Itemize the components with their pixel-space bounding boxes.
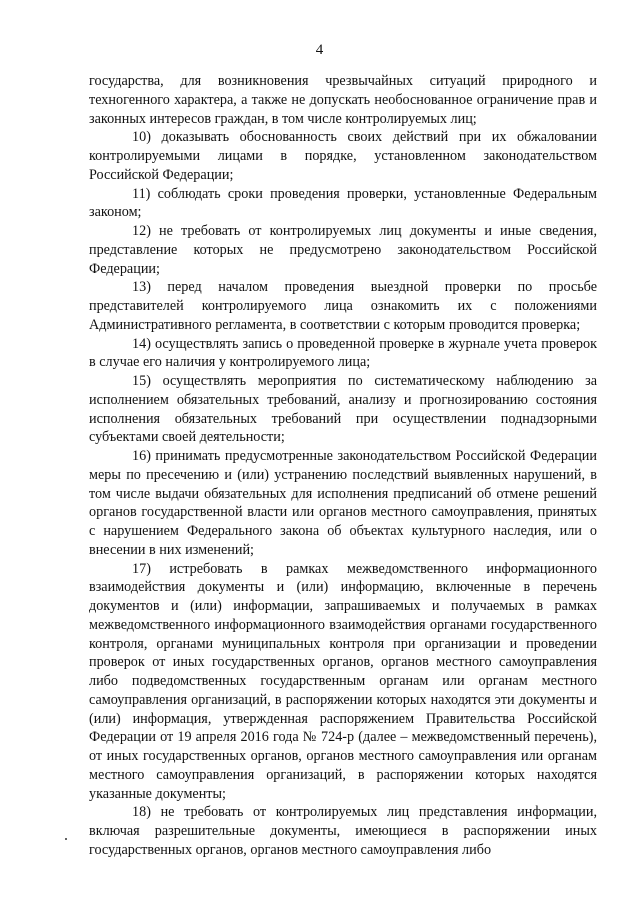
document-body xyxy=(89,72,597,860)
paragraph-item-17: 17) истребовать в рамках межведомственного информационного взаимодействия документы и (или) информацию, включенные в перечень документов и (или) информации, запрашиваемых и получаемых в рамках межведомственного информационного взаимодействия органами государственного контроля, органами муниципальных контроля при организации и проведении проверок от иных государственных органов, органов местного самоуправления либо подведомственных государственным органам или органам местного самоуправления организаций, в распоряжении которых находятся эти документы и (или) информация, утвержденная распоряжением Правительства Российской Федерации от 19 апреля 2016 года № 724-р (далее – межведомственный перечень), от иных государственных органов, органов местного самоуправления или органам местного самоуправления организаций, в распоряжении которых находятся указанные документы; xyxy=(89,560,597,802)
scan-dot-mark xyxy=(65,838,67,840)
paragraph-item-16: 16) принимать предусмотренные законодательством Российской Федерации меры по пресечению и (или) устранению последствий выявленных нарушений, в том числе выдачи обязательных для исполнения предписаний об отмене решений органов государственной власти или органов местного самоуправления, принятых с нарушением Федерального закона об объектах культурного наследия, или о внесении в них изменений; xyxy=(89,448,597,558)
paragraph-item-14: 14) осуществлять запись о проведенной проверке в журнале учета проверок в случае его наличия у контролируемого лица; xyxy=(89,335,597,371)
page-number: 4 xyxy=(315,42,324,58)
paragraph-continuation: государства, для возникновения чрезвычайных ситуаций природного и техногенного характера, а также не допускать необоснованное ограничение прав и законных интересов граждан, в том числе контролируемых лиц; xyxy=(89,73,597,127)
paragraph-item-12: 12) не требовать от контролируемых лиц документы и иные сведения, представление которых не предусмотрено законодательством Российской Федерации; xyxy=(89,223,597,277)
paragraph-item-10: 10) доказывать обоснованность своих действий при их обжаловании контролируемыми лицами в порядке, установленном законодательством Российской Федерации; xyxy=(89,129,597,183)
paragraph-item-13: 13) перед началом проведения выездной проверки по просьбе представителей контролируемого лица ознакомить их с положениями Административного регламента, в соответствии с которым проводится проверка; xyxy=(89,279,597,333)
paragraph-item-18: 18) не требовать от контролируемых лиц представления информации, включая разрешительные документы, имеющиеся в распоряжении иных государственных органов, органов местного самоуправления либо xyxy=(89,804,597,858)
paragraph-item-15: 15) осуществлять мероприятия по систематическому наблюдению за исполнением обязательных требований, анализу и прогнозированию состояния исполнения обязательных требований при осуществлении поднадзорными субъектами своей деятельности; xyxy=(89,373,597,446)
paragraph-item-11: 11) соблюдать сроки проведения проверки, установленные Федеральным законом; xyxy=(89,185,597,221)
